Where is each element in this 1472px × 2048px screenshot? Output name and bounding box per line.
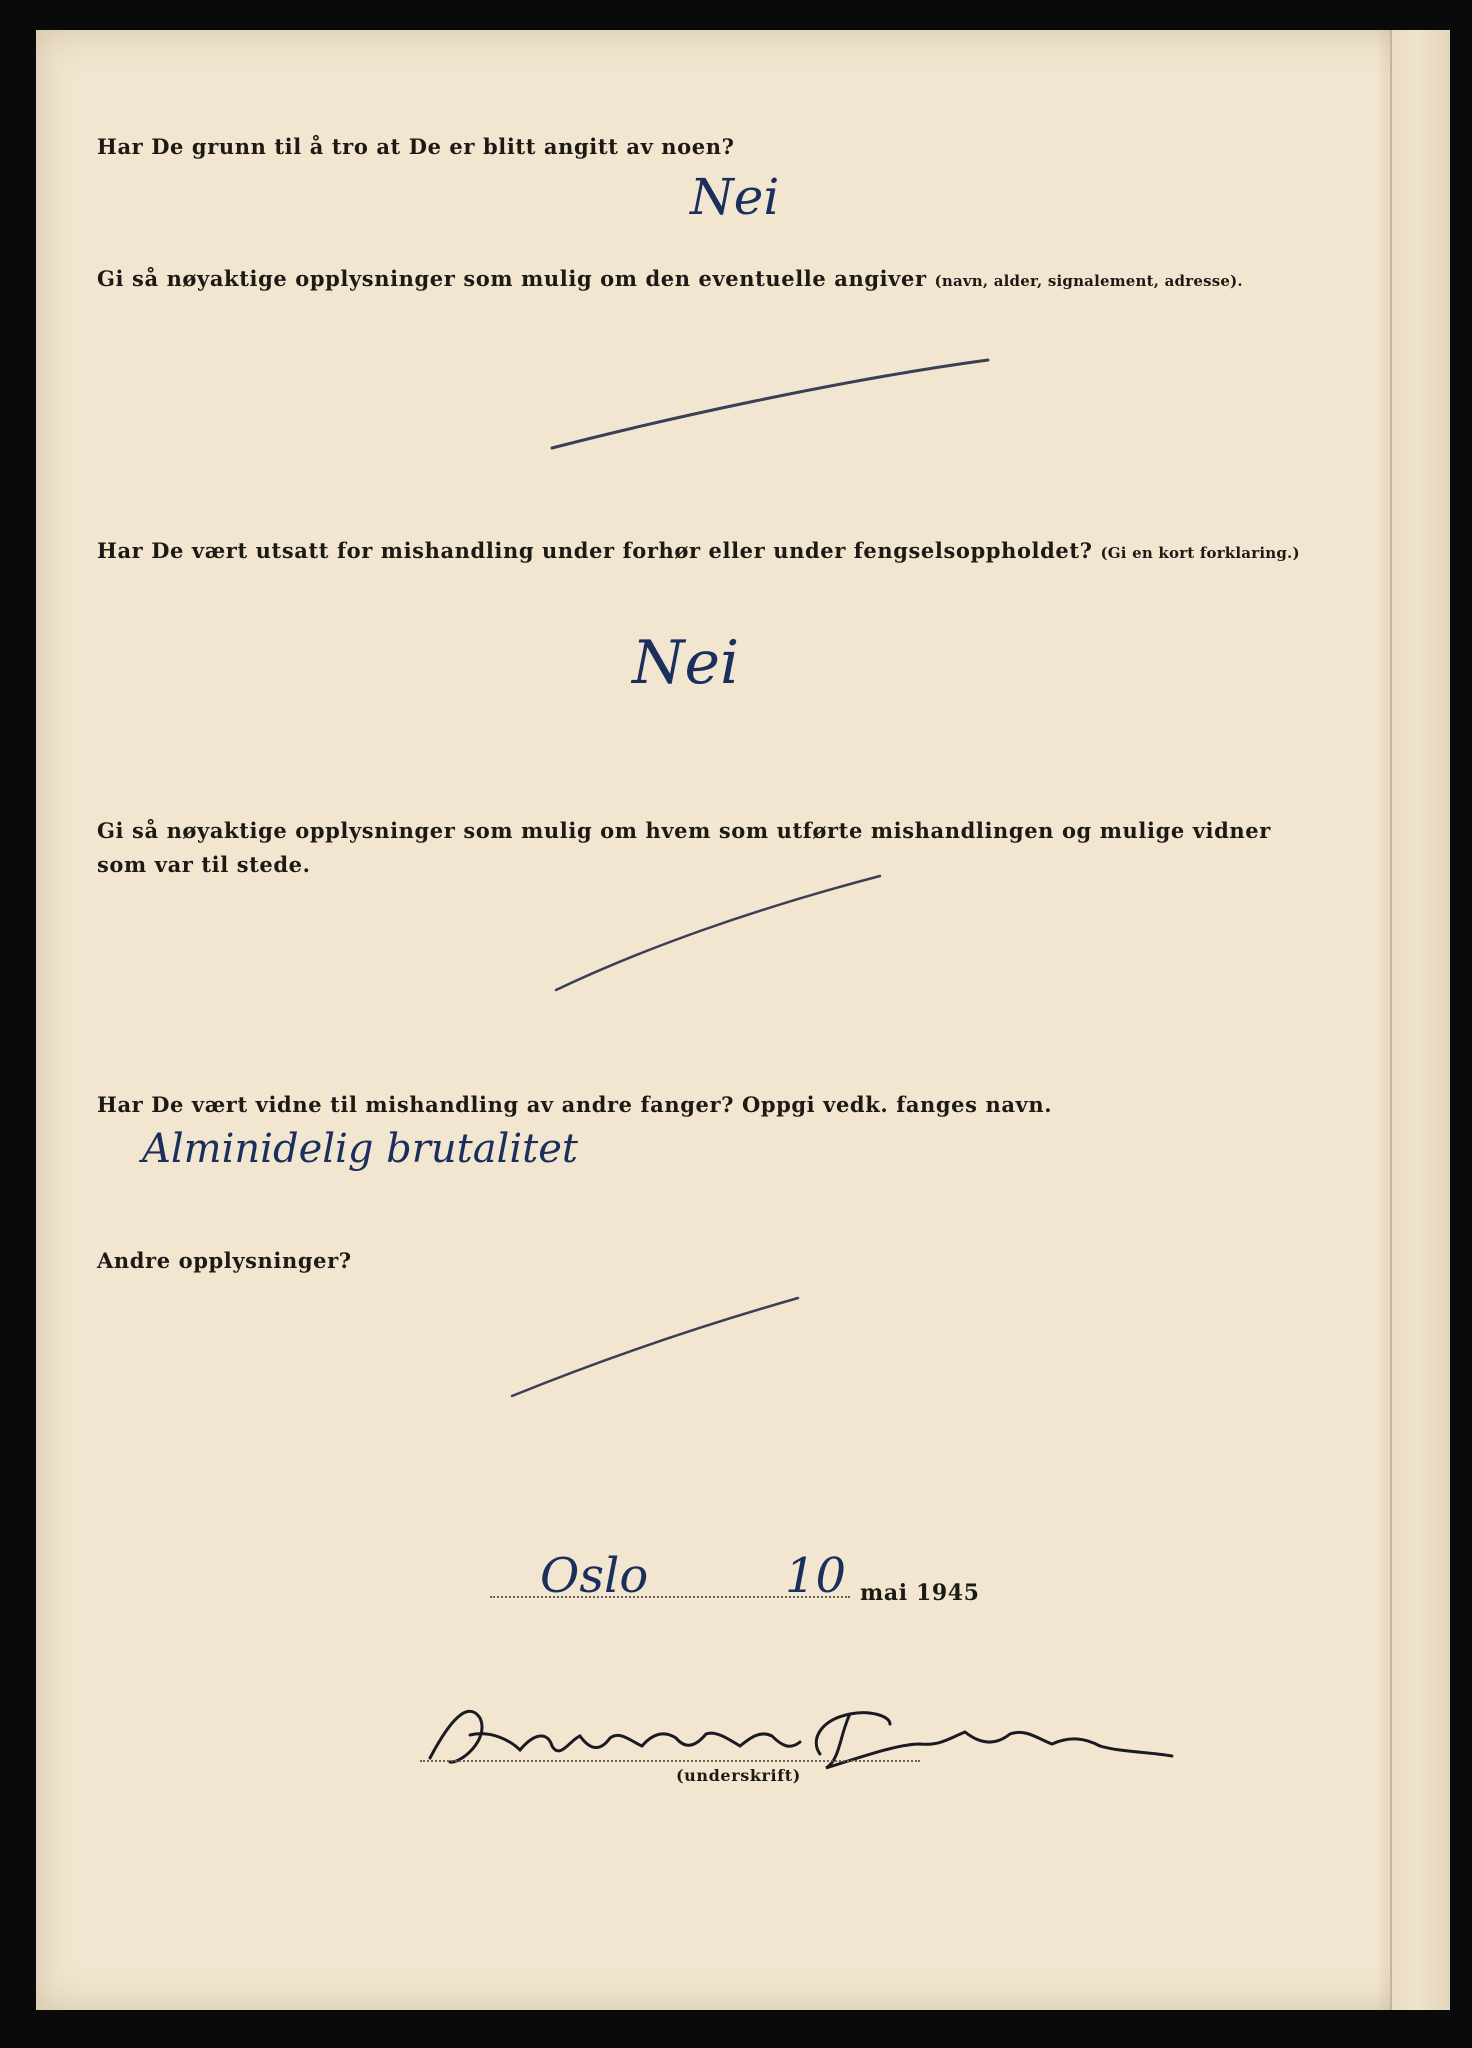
answer-mistreatment: Nei — [632, 628, 740, 698]
question-informer-details — [97, 266, 1243, 291]
question-mistreatment — [97, 538, 1300, 563]
answer-informer-dash — [540, 350, 1000, 460]
page-edge — [1390, 30, 1450, 2010]
place-handwritten: Oslo — [540, 1548, 649, 1604]
answer-perpetrators-dash — [550, 870, 890, 1000]
signature-label: (underskrift) — [676, 1766, 801, 1785]
question-denounced: Har De grunn til å tro at De er blitt angitt av noen? — [97, 134, 735, 159]
question-other-info: Andre opplysninger? — [97, 1248, 352, 1273]
answer-denounced: Nei — [690, 168, 780, 226]
signature-dotted-line — [420, 1760, 920, 1762]
question-perpetrators-line2: som var til stede. — [97, 852, 311, 877]
month-year: mai 1945 — [860, 1580, 980, 1606]
question-witness: Har De vært vidne til mishandling av andre fanger? Oppgi vedk. fanges navn. — [97, 1092, 1053, 1117]
day-handwritten: 10 — [785, 1548, 847, 1604]
question-informer-main: Gi så nøyaktige opplysninger som mulig om den eventuelle angiver — [97, 266, 927, 291]
question-perpetrators-line1: Gi så nøyaktige opplysninger som mulig om hvem som utførte mishandlingen og mulige vidner — [97, 818, 1271, 843]
answer-witness: Alminidelig brutalitet — [142, 1126, 578, 1172]
answer-other-dash — [506, 1294, 806, 1404]
question-mistreatment-note: (Gi en kort forklaring.) — [1100, 544, 1300, 562]
question-informer-note: (navn, alder, signalement, adresse). — [934, 272, 1243, 290]
question-mistreatment-main: Har De vært utsatt for mishandling under forhør eller under fengselsoppholdet? — [97, 538, 1093, 563]
